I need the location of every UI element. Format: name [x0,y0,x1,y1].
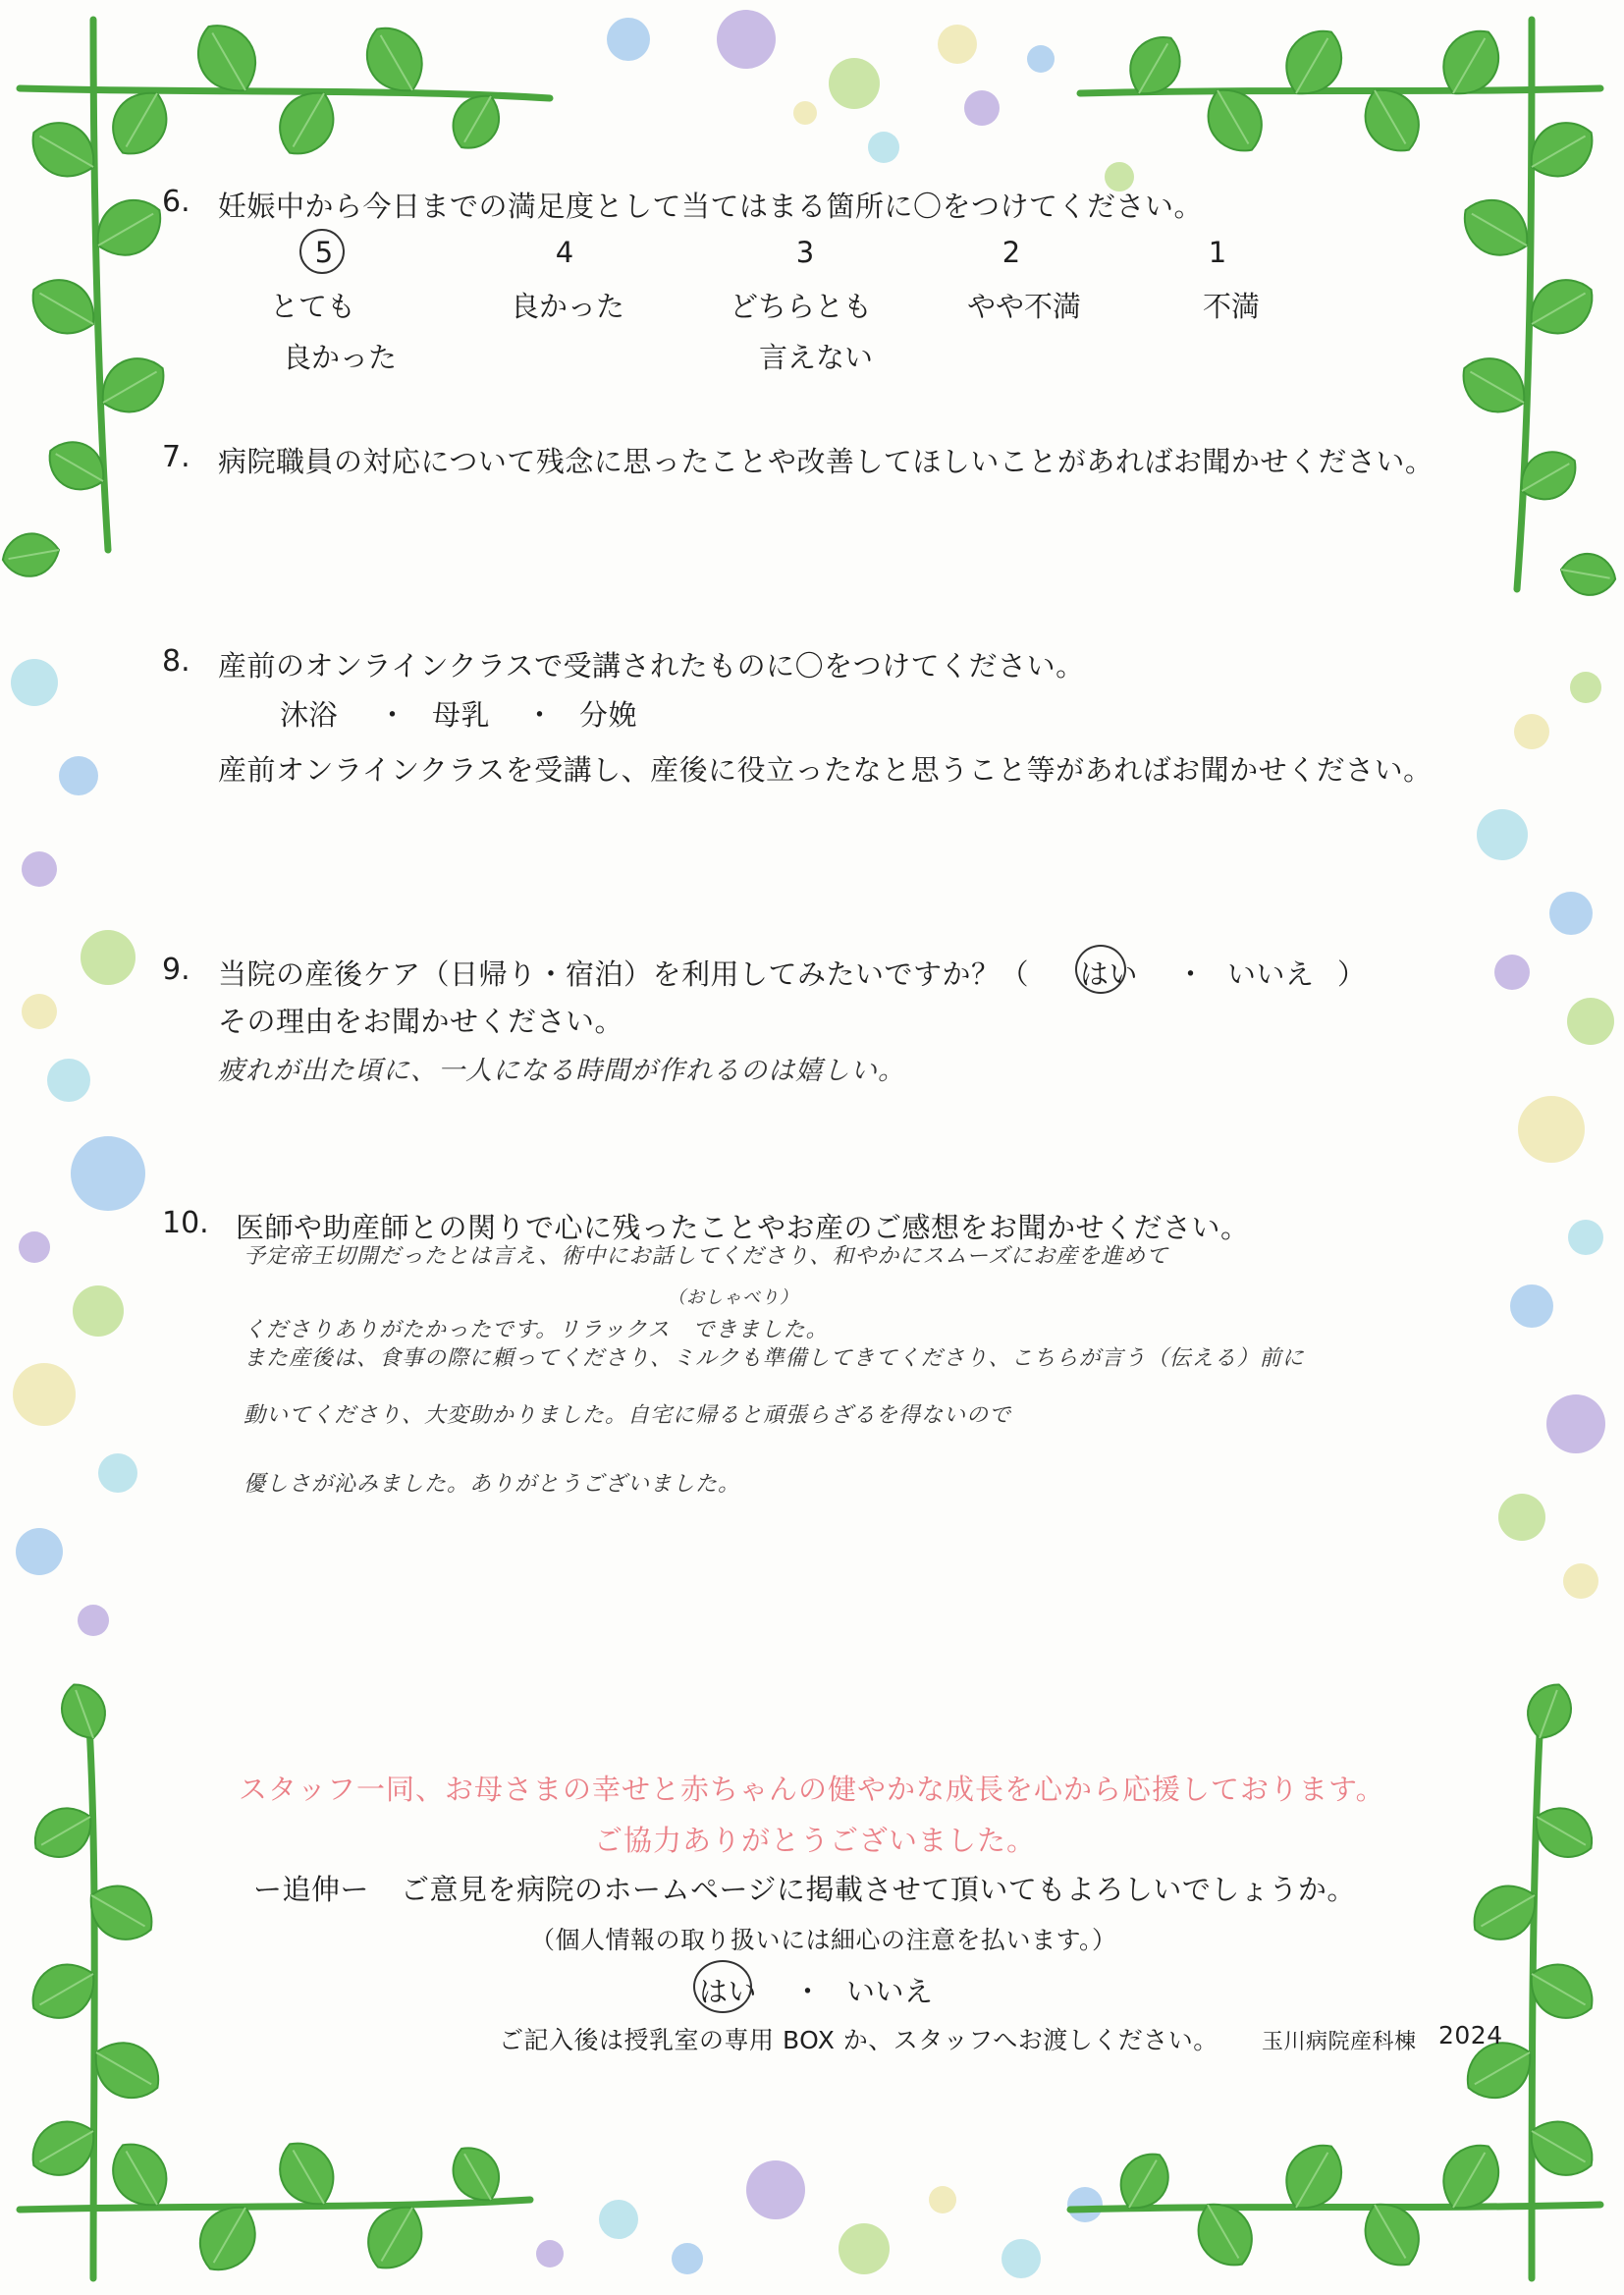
decor-dot [1518,1096,1585,1163]
closing-message-2: ご協力ありがとうございました。 [594,1824,1037,1857]
closing-no-option[interactable]: いいえ [846,1975,934,2008]
closing-yes-option[interactable]: はい [699,1975,758,2008]
decor-stem [1517,20,1532,589]
q8-option-bath[interactable]: 沐浴 [280,698,339,732]
decor-dot [929,2186,956,2213]
decor-leaf [0,529,63,581]
q10-number: 10. [162,1206,209,1240]
decor-dot [22,994,57,1029]
decor-dot [1568,1220,1603,1255]
q8-option-delivery[interactable]: 分娩 [579,698,638,732]
decor-dot [1514,714,1549,749]
q6-option-5-line1: とても [270,290,356,323]
q7-text: 病院職員の対応について残念に思ったことや改善してほしいことがあればお聞かせください。 [218,445,1435,478]
q10-answer-line-3: また産後は、食事の際に頼ってくださり、ミルクも準備してきてくださり、こちらが言う（伝える）前に [244,1346,1305,1371]
decor-dot [839,2223,890,2274]
q6-text: 妊娠中から今日までの満足度として当てはまる箇所に〇をつけてください。 [218,190,1204,223]
decor-dot [1494,955,1530,990]
q6-option-2-line1: やや不満 [967,290,1082,323]
q9-separator: ・ [1176,957,1206,991]
decor-dot [1498,1494,1545,1541]
hospital-name: 玉川病院産科棟 [1262,2030,1417,2054]
q9-number: 9. [162,953,190,987]
decor-leaf [1520,1677,1579,1745]
q6-option-1-line1: 不満 [1203,290,1261,323]
decor-dot [793,101,817,125]
decor-dot [13,1363,76,1426]
q6-option-1-num[interactable]: 1 [1208,236,1227,269]
q8-text: 産前のオンラインクラスで受講されたものに〇をつけてください。 [218,649,1085,683]
decor-dot [536,2240,564,2268]
q8-followup: 産前オンラインクラスを受講し、産後に役立ったなと思うこと等があればお聞かせください。 [218,753,1433,787]
decor-dot [1563,1563,1598,1599]
decor-stem [20,88,550,98]
decor-dot [717,10,776,69]
decor-dot [607,18,650,61]
decor-dot [59,756,98,795]
decor-dot [938,25,977,64]
decor-dot [1546,1394,1605,1453]
closing-message-1: スタッフ一同、お母さまの幸せと赤ちゃんの健やかな成長を心から応援しております。 [239,1773,1385,1806]
decor-dot [599,2200,638,2239]
decor-dot [81,930,135,985]
decor-dot [746,2160,805,2219]
decor-dot [1567,998,1614,1045]
decor-dot [1477,809,1528,860]
q9-close-paren: ） [1337,957,1367,991]
q8-number: 8. [162,644,190,679]
q10-answer-line-2: くださりありがたかったです。リラックス できました。 [244,1318,829,1342]
q10-answer-line-4: 動いてくださり、大変助かりました。自宅に帰ると頑張らざるを得ないので [244,1403,1012,1428]
decor-dot [98,1453,137,1493]
closing-separator: ・ [793,1975,823,2008]
q9-no-option[interactable]: いいえ [1227,957,1315,991]
q10-answer-line-1: 予定帝王切開だったとは言え、術中にお話してくださり、和やかにスムーズにお産を進めて [244,1244,1169,1269]
postscript-label: ー追伸ー [253,1873,370,1906]
q6-option-5-num[interactable]: 5 [314,236,334,269]
decor-dot [1510,1284,1553,1328]
decor-dot [1067,2187,1103,2222]
q6-number: 6. [162,185,190,219]
decor-dot [19,1231,50,1263]
privacy-note: （個人情報の取り扱いには細心の注意を払います。） [530,1926,1117,1954]
q10-note-above: （おしゃべり） [668,1287,798,1308]
q10-text: 医師や助産師との関りで心に残ったことやお産のご感想をお聞かせください。 [236,1211,1250,1244]
decor-leaf [1452,188,1540,268]
decor-dot [73,1285,124,1337]
decor-leaf [54,1677,113,1745]
decor-dot [78,1605,109,1636]
q6-option-3-line2: 言えない [759,341,874,374]
q6-option-4-line1: 良かった [511,290,625,323]
q6-option-3-line1: どちらとも [730,290,873,323]
decor-dot [672,2243,703,2274]
decor-dot [868,132,899,163]
q8-separator-2: ・ [525,698,555,732]
closing-selected-circle [693,1960,752,2013]
q10-answer-line-5: 優しさが沁みました。ありがとうございました。 [244,1472,741,1497]
q8-separator-1: ・ [378,698,407,732]
decor-dot [1001,2239,1041,2278]
decor-dot [22,851,57,887]
q9-selected-circle [1075,945,1126,994]
decor-dot [11,659,58,706]
q6-option-4-num[interactable]: 4 [555,236,574,269]
decor-dot [47,1059,90,1102]
q6-option-5-line2: 良かった [283,341,398,374]
decor-dot [964,90,1000,126]
postscript-question: ご意見を病院のホームページに掲載させて頂いてもよろしいでしょうか。 [401,1873,1356,1906]
decor-dot [1027,45,1055,73]
q9-handwritten-answer: 疲れが出た頃に、一人になる時間が作れるのは嬉しい。 [218,1056,905,1086]
submission-instructions: ご記入後は授乳室の専用 BOX か、スタッフへお渡しください。 [499,2026,1218,2054]
q6-option-3-num[interactable]: 3 [795,236,815,269]
decor-dot [1549,892,1593,935]
q6-selected-circle [299,229,345,274]
form-year: 2024 [1438,2021,1503,2049]
decor-dot [71,1136,145,1211]
q9-yes-option[interactable]: はい [1080,957,1139,991]
decor-dot [16,1528,63,1575]
q8-option-breastfeeding[interactable]: 母乳 [432,698,491,732]
q6-option-2-num[interactable]: 2 [1001,236,1021,269]
q9-reason-prompt: その理由をお聞かせください。 [218,1005,624,1038]
q7-number: 7. [162,440,190,474]
decor-dot [829,58,880,109]
decor-leaf [1557,549,1618,599]
decor-dot [1570,672,1601,703]
q9-text: 当院の産後ケア（日帰り・宿泊）を利用してみたいですか？（ [218,957,1030,991]
